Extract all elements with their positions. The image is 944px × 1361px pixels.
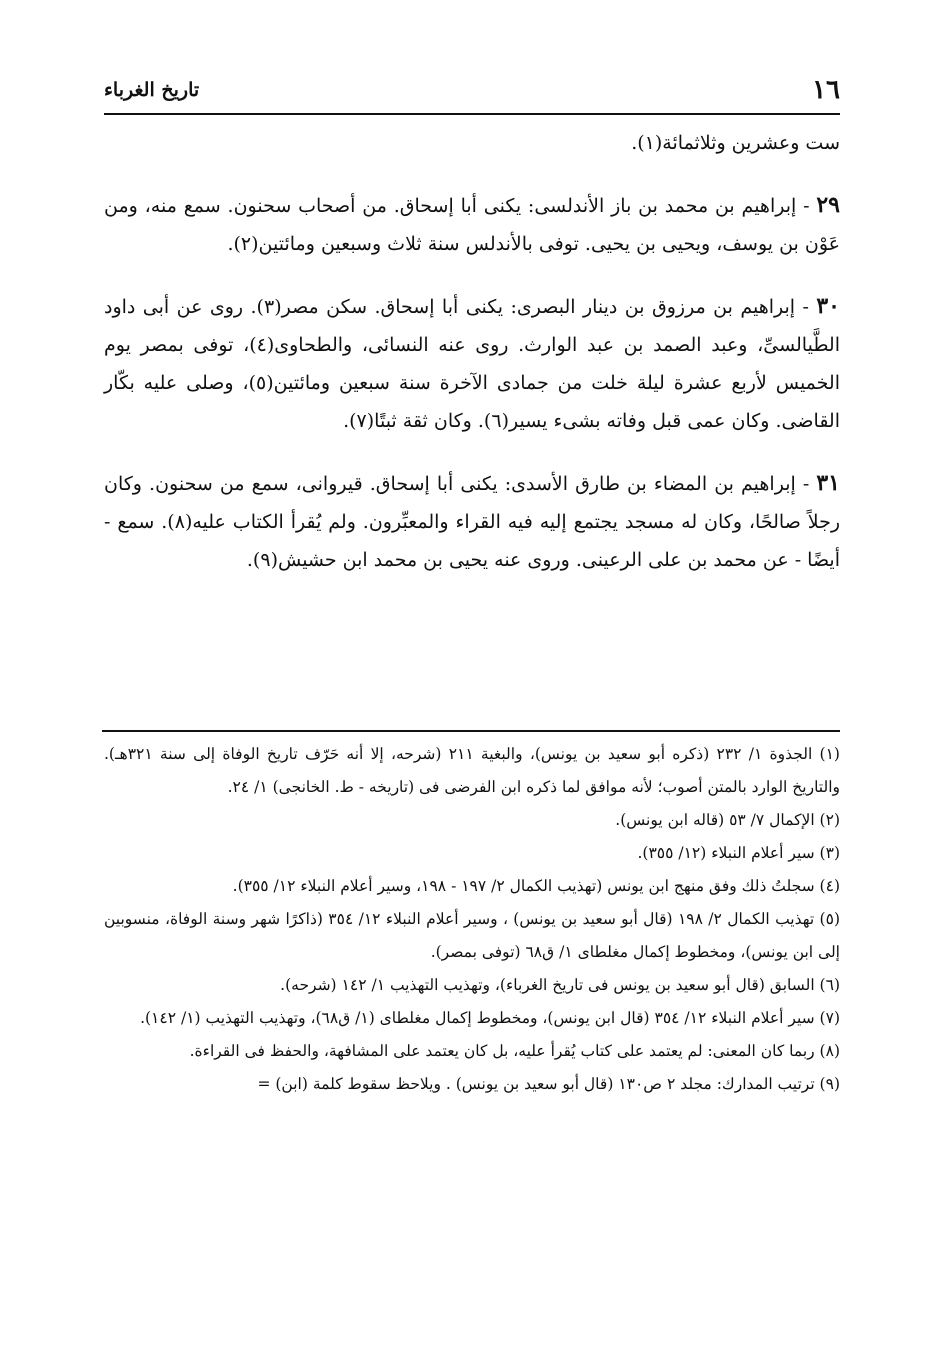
footnote-4: (٤) سجلتُ ذلك وفق منهج ابن يونس (تهذيب الكمال ٢/ ١٩٧ - ١٩٨، وسير أعلام النبلاء ١٢/ ٣٥٥). xyxy=(232,877,840,895)
footnote-5: (٥) تهذيب الكمال ٢/ ١٩٨ (قال أبو سعيد بن يونس) ، وسير أعلام النبلاء ١٢/ ٣٥٤ (ذاكرًا شهر وسنة الوفاة، منسوبين إلى ابن يونس)، ومخطوط إكمال مغلطاى ١/ ق٦٨ (توفى بمصر). xyxy=(104,910,840,961)
footnote-9: (٩) ترتيب المدارك: مجلد ٢ ص١٣٠ (قال أبو سعيد بن يونس) . ويلاحظ سقوط كلمة (ابن) = xyxy=(257,1075,840,1093)
footnote-2: (٢) الإكمال ٧/ ٥٣ (قاله ابن يونس). xyxy=(615,811,840,829)
entry-number: ٣١ xyxy=(816,470,840,496)
entry-31 xyxy=(104,464,840,579)
footnote-6: (٦) السابق (قال أبو سعيد بن يونس فى تاريخ الغرباء)، وتهذيب التهذيب ١/ ١٤٢ (شرحه). xyxy=(280,976,840,994)
footnote-8: (٨) ربما كان المعنى: لم يعتمد على كتاب يُقرأ عليه، بل كان يعتمد على المشافهة، والحفظ فى القراءة. xyxy=(189,1042,840,1060)
entry-text: - إبراهيم بن مرزوق بن دينار البصرى: يكنى أبا إسحاق. سكن مصر(٣). روى عن أبى داود الطَّيالسىِّ، وعبد الصمد بن عبد الوارث. روى عنه النسائى، والطحاوى(٤)، توفى بمصر يوم الخميس لأربع عشرة ليلة خلت من جمادى الآخرة سنة سبعين ومائتين(٥)، وصلى عليه بكّار القاضى. وكان عمى قبل وفاته بشىء يسير(٦). وكان ثقة ثبتًا(٧). xyxy=(104,296,841,432)
footnote-7: (٧) سير أعلام النبلاء ١٢/ ٣٥٤ (قال ابن يونس)، ومخطوط إكمال مغلطاى (١/ ق٦٨)، وتهذيب التهذيب (١/ ١٤٢). xyxy=(140,1009,840,1027)
entry-30 xyxy=(104,287,840,440)
intro-paragraph: ست وعشرين وثلاثمائة(١). xyxy=(631,132,840,154)
main-text xyxy=(104,124,840,579)
footnotes xyxy=(104,738,840,1101)
entry-text: - إبراهيم بن محمد بن باز الأندلسى: يكنى أبا إسحاق. من أصحاب سحنون. سمع منه، ومن عَوْن بن يوسف، ويحيى بن يحيى. توفى بالأندلس سنة ثلاث وسبعين ومائتين(٢). xyxy=(104,195,840,255)
entry-text: - إبراهيم بن المضاء بن طارق الأسدى: يكنى أبا إسحاق. قيروانى، سمع من سحنون. وكان رجلاً صالحًا، وكان له مسجد يجتمع إليه فيه القراء والمعبِّرون. ولم يُقرأ الكتاب عليه(٨). سمع - أيضًا - عن محمد بن على الرعينى. وروى عنه يحيى بن محمد ابن حشيش(٩). xyxy=(104,473,840,571)
footnote-3: (٣) سير أعلام النبلاء (١٢/ ٣٥٥). xyxy=(637,844,840,862)
page-number: ١٦ xyxy=(812,75,840,105)
entry-number: ٣٠ xyxy=(816,293,840,319)
footnote-rule xyxy=(102,730,840,732)
book-title: تاريخ الغرباء xyxy=(104,79,200,101)
entry-number: ٢٩ xyxy=(816,192,840,218)
entry-29 xyxy=(104,186,840,263)
running-head xyxy=(104,72,840,108)
header-rule xyxy=(104,113,840,115)
footnote-1: (١) الجذوة ١/ ٢٣٢ (ذكره أبو سعيد بن يونس)، والبغية ٢١١ (شرحه، إلا أنه حَرّف تاريخ الوفاة إلى سنة ٣٢١هـ). والتاريخ الوارد بالمتن أصوب؛ لأنه موافق لما ذكره ابن الفرضى فى (تاريخه - ط. الخانجى) ١/ ٢٤. xyxy=(104,745,840,796)
